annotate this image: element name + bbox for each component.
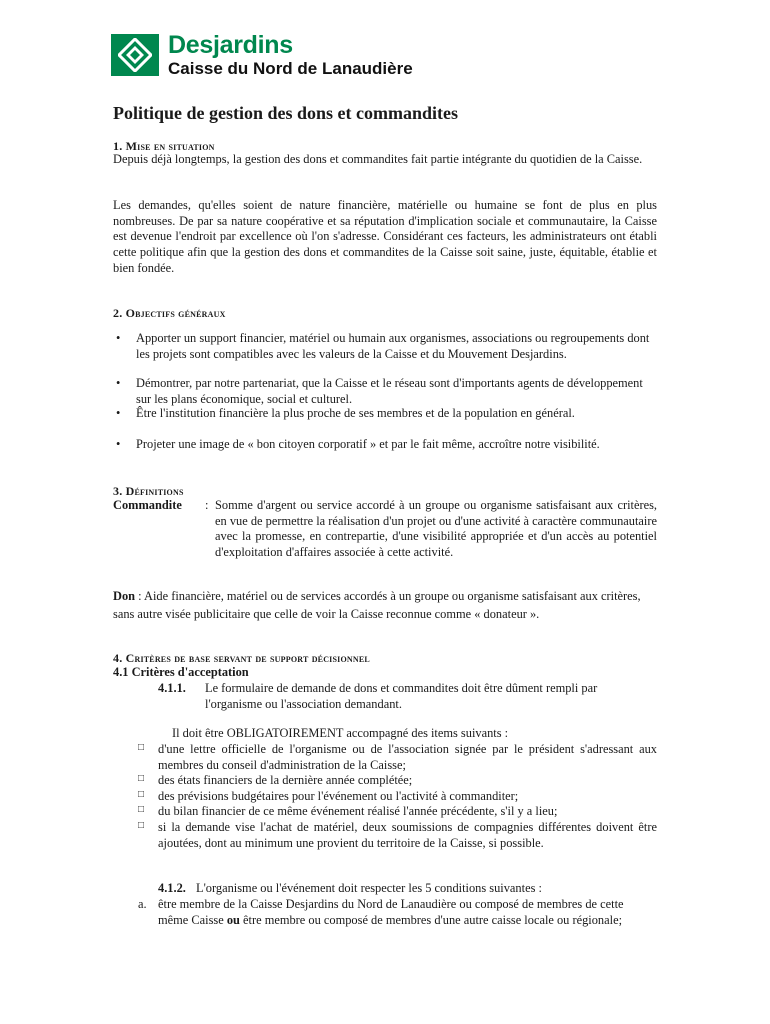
condition-a-or: ou [226,912,240,927]
condition-a-part-1: être membre de la Caisse Desjardins du Nord de Lanaudière ou composé de membres de cette même Caisse [158,897,624,927]
checkbox-bullet-icon: □ [138,820,145,831]
section-1-paragraph-1: Depuis déjà longtemps, la gestion des dons et commandites fait partie intégrante du quotidien de la Caisse. [113,152,643,166]
bullet-icon: • [116,376,121,390]
don-definition-block: Don : Aide financière, matériel ou de services accordés à un groupe ou organisme satisfaisant aux critères, sans autre visée publicitaire que celle de voir la Caisse reconnue comme « donateur ». [113,589,641,621]
don-term: Don [113,589,136,603]
condition-a-part-2: être membre ou composé de membres d'une autre caisse locale ou régionale; [243,912,623,927]
commandite-definition: Somme d'argent ou service accordé à un groupe ou organisme satisfaisant aux critères, en vue de permettre la réalisation d'un projet ou d'une activité à caractère communautaire avec la promesse, en contrepartie, d'une visibilité appropriée et d'un accès au potentiel d'exploitation d'affaires associée à cette activité. [215,498,657,560]
checkbox-bullet-icon: □ [138,742,145,753]
commandite-term: Commandite [113,498,182,512]
section-4-heading: 4. Critères de base servant de support décisionnel [113,651,370,665]
required-item: d'une lettre officielle de l'organisme ou de l'association signée par le président s'adressant aux membres du conseil d'administration de la Caisse; [158,742,657,772]
don-definition: Aide financière, matériel ou de services accordés à un groupe ou organisme satisfaisant aux critères, sans autre visée publicitaire que celle de voir la Caisse reconnue comme « donateur ». [113,589,641,621]
required-item: des prévisions budgétaires pour l'événement ou l'activité à commanditer; [158,789,519,803]
required-item: si la demande vise l'achat de matériel, deux soumissions de compagnies différentes doivent être ajoutées, dont au minimum une provient du territoire de la Caisse, si possible. [158,820,657,850]
checkbox-bullet-icon: □ [138,789,145,800]
bullet-icon: • [116,406,121,420]
section-2-heading: 2. Objectifs généraux [113,306,226,320]
page-title: Politique de gestion des dons et commandites [113,103,459,123]
checkbox-bullet-icon: □ [138,773,145,784]
bullet-icon: • [116,331,121,345]
section-4-1-heading: 4.1 Critères d'acceptation [113,665,249,679]
section-3-heading: 3. Définitions [113,484,184,498]
logo-subtitle: Caisse du Nord de Lanaudière [168,59,413,78]
criterion-4-1-1-text: Le formulaire de demande de dons et commandites doit être dûment rempli par l'organisme ou l'association demandant. [205,681,598,711]
objective-item: Projeter une image de « bon citoyen corporatif » et par le fait même, accroître notre visibilité. [136,437,600,451]
desjardins-logo-icon [111,34,159,76]
definition-separator: : [205,498,209,512]
required-item: du bilan financier de ce même événement réalisé l'année précédente, s'il y a lieu; [158,804,558,818]
checkbox-bullet-icon: □ [138,804,145,815]
objective-item: Apporter un support financier, matériel ou humain aux organismes, associations ou regroupements dont les projets sont compatibles avec les valeurs de la Caisse et du Mouvement Desjardins. [136,331,650,361]
criterion-4-1-2-number: 4.1.2. [158,881,186,895]
condition-a-marker: a. [138,897,147,911]
criterion-4-1-1-intro: Il doit être OBLIGATOIREMENT accompagné des items suivants : [172,726,509,740]
logo-name: Desjardins [168,31,293,59]
section-1-paragraph-2: Les demandes, qu'elles soient de nature financière, matérielle ou humaine se font de plus en plus nombreuses. De par sa nature coopérative et sa réputation d'implication sociale et communautaire, la Caisse est devenue l'endroit par excellence où l'on s'adresse. Considérant ces facteurs, les administrateurs ont établi cette politique afin que la gestion des dons et commandites de la Caisse soit saine, juste, équitable, établie et bien fondée. [113,198,657,275]
criterion-4-1-1-number: 4.1.1. [158,681,186,695]
objective-item: Être l'institution financière la plus proche de ses membres et de la population en général. [136,406,575,420]
bullet-icon: • [116,437,121,451]
objective-item: Démontrer, par notre partenariat, que la Caisse et le réseau sont d'importants agents de développement sur les plans économique, social et culturel. [136,376,643,406]
criterion-4-1-2-text: L'organisme ou l'événement doit respecter les 5 conditions suivantes : [196,881,542,895]
desjardins-logo [111,33,413,77]
condition-a-text [158,897,653,928]
section-1-heading: 1. Mise en situation [113,139,215,153]
required-item: des états financiers de la dernière année complétée; [158,773,413,787]
